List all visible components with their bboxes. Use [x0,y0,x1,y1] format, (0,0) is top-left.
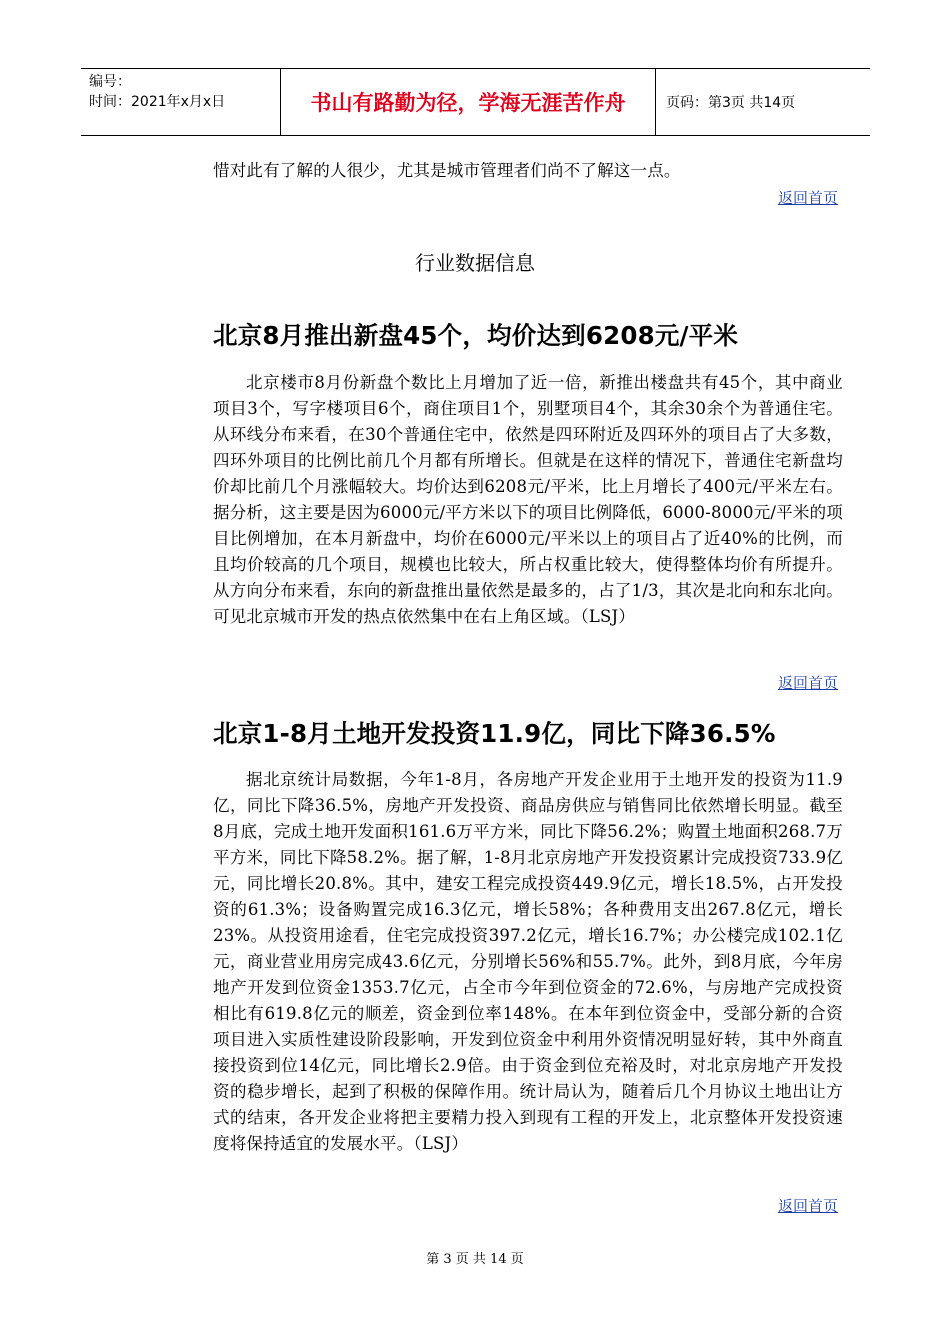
header-number-label: 编号： [89,74,131,90]
back-to-home-link[interactable]: 返回首页 [777,189,838,207]
intro-tail-block [213,158,843,184]
page-footer: 第 3 页 共 14 页 [426,1252,524,1267]
header-page-info: 页码：第3页 共14页 [666,95,796,111]
page-header [81,68,870,136]
header-motto: 书山有路勤为径，学海无涯苦作舟 [281,69,656,135]
article-body-2: 据北京统计局数据，今年1-8月，各房地产开发企业用于土地开发的投资为11.9亿，同比下降36.5%，房地产开发投资、商品房供应与销售同比依然增长明显。截至8月底，完成土地开发面积161.6万平方米，同比下降56.2%；购置土地面积268.7万平方米，同比下降58.2%。据了解，1-8月北京房地产开发投资累计完成投资733.9亿元，同比增长20.8%。其中，建安工程完成投资449.9亿元，增长18.5%，占开发投资的61.3%；设备购置完成16.3亿元，增长58%；各种费用支出267.8亿元，增长23%。从投资用途看，住宅完成投资397.2亿元，增长16.7%；办公楼完成102.1亿元，商业营业用房完成43.6亿元，分别增长56%和55.7%。此外，到8月底，今年房地产开发到位资金1353.7亿元，占全市今年到位资金的72.6%，与房地产完成投资相比有619.8亿元的顺差，资金到位率148%。在本年到位资金中，受部分新的合资项目进入实质性建设阶段影响，开发到位资金中利用外资情况明显好转，其中外商直接投资到位14亿元，同比增长2.9倍。由于资金到位充裕及时，对北京房地产开发投资的稳步增长，起到了积极的保障作用。统计局认为，随着后几个月协议土地出让方式的结束，各开发企业将把主要精力投入到现有工程的开发上，北京整体开发投资速度将保持适宜的发展水平。（LSJ） [213,770,843,1153]
intro-tail-text: 惜对此有了解的人很少，尤其是城市管理者们尚不了解这一点。 [213,161,681,180]
back-to-home-link-2[interactable]: 返回首页 [777,674,838,692]
header-meta [81,69,281,135]
header-time-label: 时间：2021年x月x日 [89,94,226,110]
article-body-2-block [213,767,843,1157]
article-body-1: 北京楼市8月份新盘个数比上月增加了近一倍，新推出楼盘共有45个，其中商业项目3个，写字楼项目6个，商住项目1个，别墅项目4个，其余30余个为普通住宅。从环线分布来看，在30个普通住宅中，依然是四环附近及四环外的项目占了大多数，四环外项目的比例比前几个月都有所增长。但就是在这样的情况下，普通住宅新盘均价却比前几个月涨幅较大。均价达到6208元/平米，比上月增长了400元/平米左右。据分析，这主要是因为6000元/平方米以下的项目比例降低，6000-8000元/平米的项目比例增加，在本月新盘中，均价在6000元/平米以上的项目占了近40%的比例，而且均价较高的几个项目，规模也比较大，所占权重比较大，使得整体均价有所提升。从方向分布来看，东向的新盘推出量依然是最多的，占了1/3，其次是北向和东北向。可见北京城市开发的热点依然集中在右上角区域。（LSJ） [213,373,843,626]
section-title: 行业数据信息 [415,251,535,275]
article-title-2: 北京1-8月土地开发投资11.9亿，同比下降36.5% [213,719,776,748]
article-body-1-block [213,370,843,630]
article-title-1: 北京8月推出新盘45个，均价达到6208元/平米 [213,321,739,350]
back-to-home-link-3[interactable]: 返回首页 [777,1197,838,1215]
